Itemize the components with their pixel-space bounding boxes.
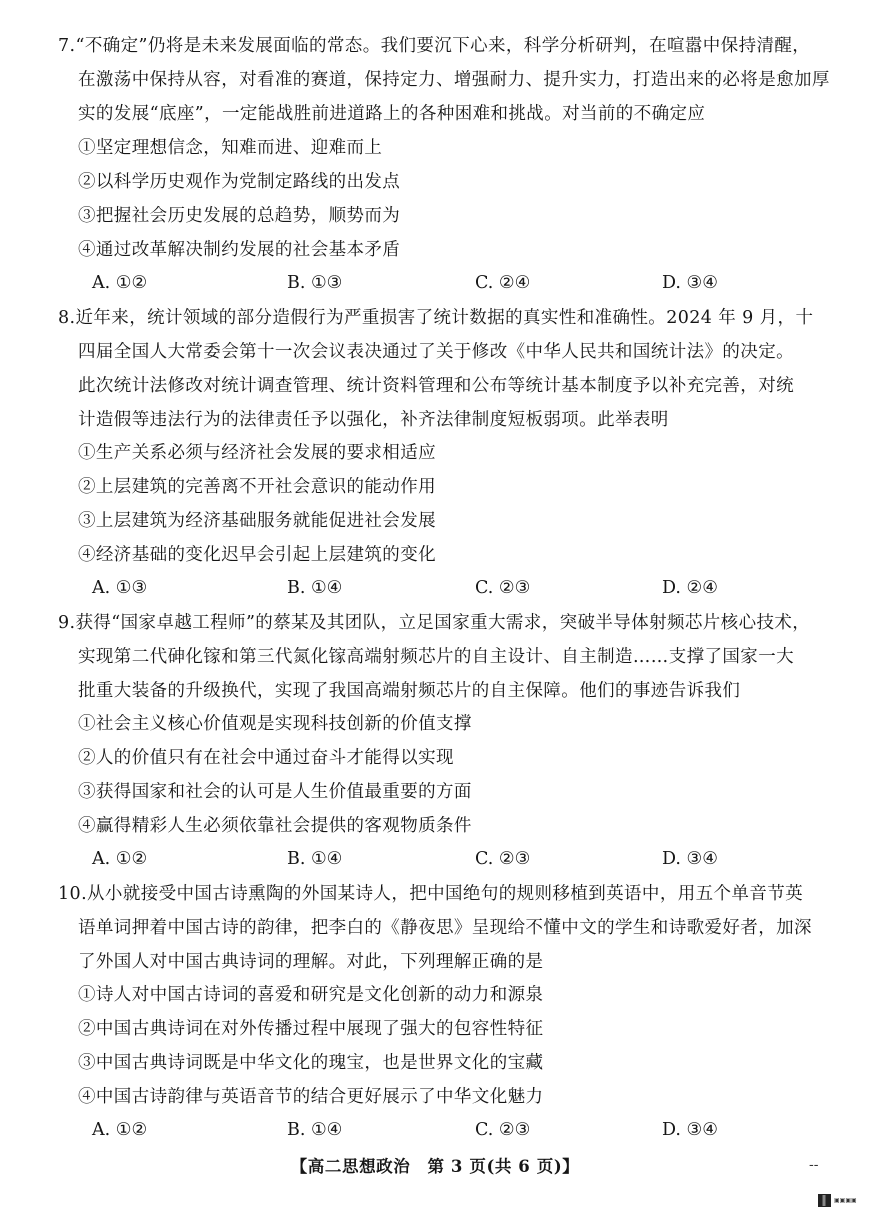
option-statement: ①坚定理想信念，知难而进、迎难而上 [78,138,383,158]
choice-d[interactable]: D. ③④ [662,1120,718,1140]
choice-d[interactable]: D. ③④ [662,273,718,293]
footer-mark: -- [809,1157,819,1173]
option-statement: ④中国古诗韵律与英语音节的结合更好展示了中华文化魅力 [78,1087,544,1107]
option-statement: ④通过改革解决制约发展的社会基本矛盾 [78,240,401,260]
answer-choices [92,576,812,600]
choice-b[interactable]: B. ①④ [287,849,343,869]
question-stem-line: 批重大装备的升级换代，实现了我国高端射频芯片的自主保障。他们的事迹告诉我们 [78,681,741,701]
answer-choices [92,271,812,295]
watermark-logo-icon: ▣▣▣▣ [834,1196,857,1204]
option-statement: ②人的价值只有在社会中通过奋斗才能得以实现 [78,748,454,768]
choice-a[interactable]: A. ①③ [92,578,148,598]
question-stem-line: 计造假等违法行为的法律责任予以强化，补齐法律制度短板弱项。此举表明 [78,410,669,430]
choice-d[interactable]: D. ③④ [662,849,718,869]
choice-a[interactable]: A. ①② [92,273,148,293]
option-statement: ④经济基础的变化迟早会引起上层建筑的变化 [78,545,436,565]
page-footer: 【高二思想政治 第 3 页(共 6 页)】 [290,1157,580,1176]
option-statement: ④赢得精彩人生必须依靠社会提供的客观物质条件 [78,816,472,836]
question-stem-line: 了外国人对中国古典诗词的理解。对此，下列理解正确的是 [78,952,544,972]
option-statement: ②上层建筑的完善离不开社会意识的能动作用 [78,477,436,497]
choice-c[interactable]: C. ②③ [475,578,531,598]
option-statement: ①诗人对中国古诗词的喜爱和研究是文化创新的动力和源泉 [78,985,544,1005]
option-statement: ②中国古典诗词在对外传播过程中展现了强大的包容性特征 [78,1019,544,1039]
option-statement: ③获得国家和社会的认可是人生价值最重要的方面 [78,782,472,802]
choice-c[interactable]: C. ②④ [475,273,531,293]
question-stem-line: 8.近年来，统计领域的部分造假行为严重损害了统计数据的真实性和准确性。2024 年 9 月，十 [58,308,814,328]
choice-c[interactable]: C. ②③ [475,1120,531,1140]
question-stem-line: 语单词押着中国古诗的韵律，把李白的《静夜思》呈现给不懂中文的学生和诗歌爱好者，加深 [78,918,812,938]
question-stem-line: 7.“不确定”仍将是未来发展面临的常态。我们要沉下心来，科学分析研判，在喧嚣中保持清醒， [58,36,811,56]
choice-c[interactable]: C. ②③ [475,849,531,869]
choice-d[interactable]: D. ②④ [662,578,718,598]
question-stem-line: 实现第二代砷化镓和第三代氮化镓高端射频芯片的自主设计、自主制造……支撑了国家一大 [78,647,794,667]
answer-choices [92,1118,812,1142]
question-stem-line: 在激荡中保持从容，对看准的赛道，保持定力、增强耐力、提升实力，打造出来的必将是愈加厚 [78,70,830,90]
question-stem-line: 四届全国人大常委会第十一次会议表决通过了关于修改《中华人民共和国统计法》的决定。 [78,342,794,362]
option-statement: ③把握社会历史发展的总趋势，顺势而为 [78,206,401,226]
option-statement: ①生产关系必须与经济社会发展的要求相适应 [78,443,436,463]
answer-choices [92,847,812,871]
question-stem-line: 此次统计法修改对统计调查管理、统计资料管理和公布等统计基本制度予以补充完善，对统 [78,376,794,396]
option-statement: ③中国古典诗词既是中华文化的瑰宝，也是世界文化的宝藏 [78,1053,544,1073]
scanner-watermark [818,1192,868,1208]
choice-b[interactable]: B. ①④ [287,578,343,598]
qr-code-icon [818,1194,831,1207]
question-stem-line: 实的发展“底座”，一定能战胜前进道路上的各种困难和挑战。对当前的不确定应 [78,104,706,124]
option-statement: ②以科学历史观作为党制定路线的出发点 [78,172,401,192]
choice-a[interactable]: A. ①② [92,849,148,869]
choice-b[interactable]: B. ①④ [287,1120,343,1140]
choice-b[interactable]: B. ①③ [287,273,343,293]
option-statement: ③上层建筑为经济基础服务就能促进社会发展 [78,511,436,531]
question-stem-line: 10.从小就接受中国古诗熏陶的外国某诗人，把中国绝句的规则移植到英语中，用五个单音节英 [58,884,804,904]
option-statement: ①社会主义核心价值观是实现科技创新的价值支撑 [78,714,472,734]
choice-a[interactable]: A. ①② [92,1120,148,1140]
question-stem-line: 9.获得“国家卓越工程师”的蔡某及其团队，立足国家重大需求，突破半导体射频芯片核心技术， [58,613,811,633]
